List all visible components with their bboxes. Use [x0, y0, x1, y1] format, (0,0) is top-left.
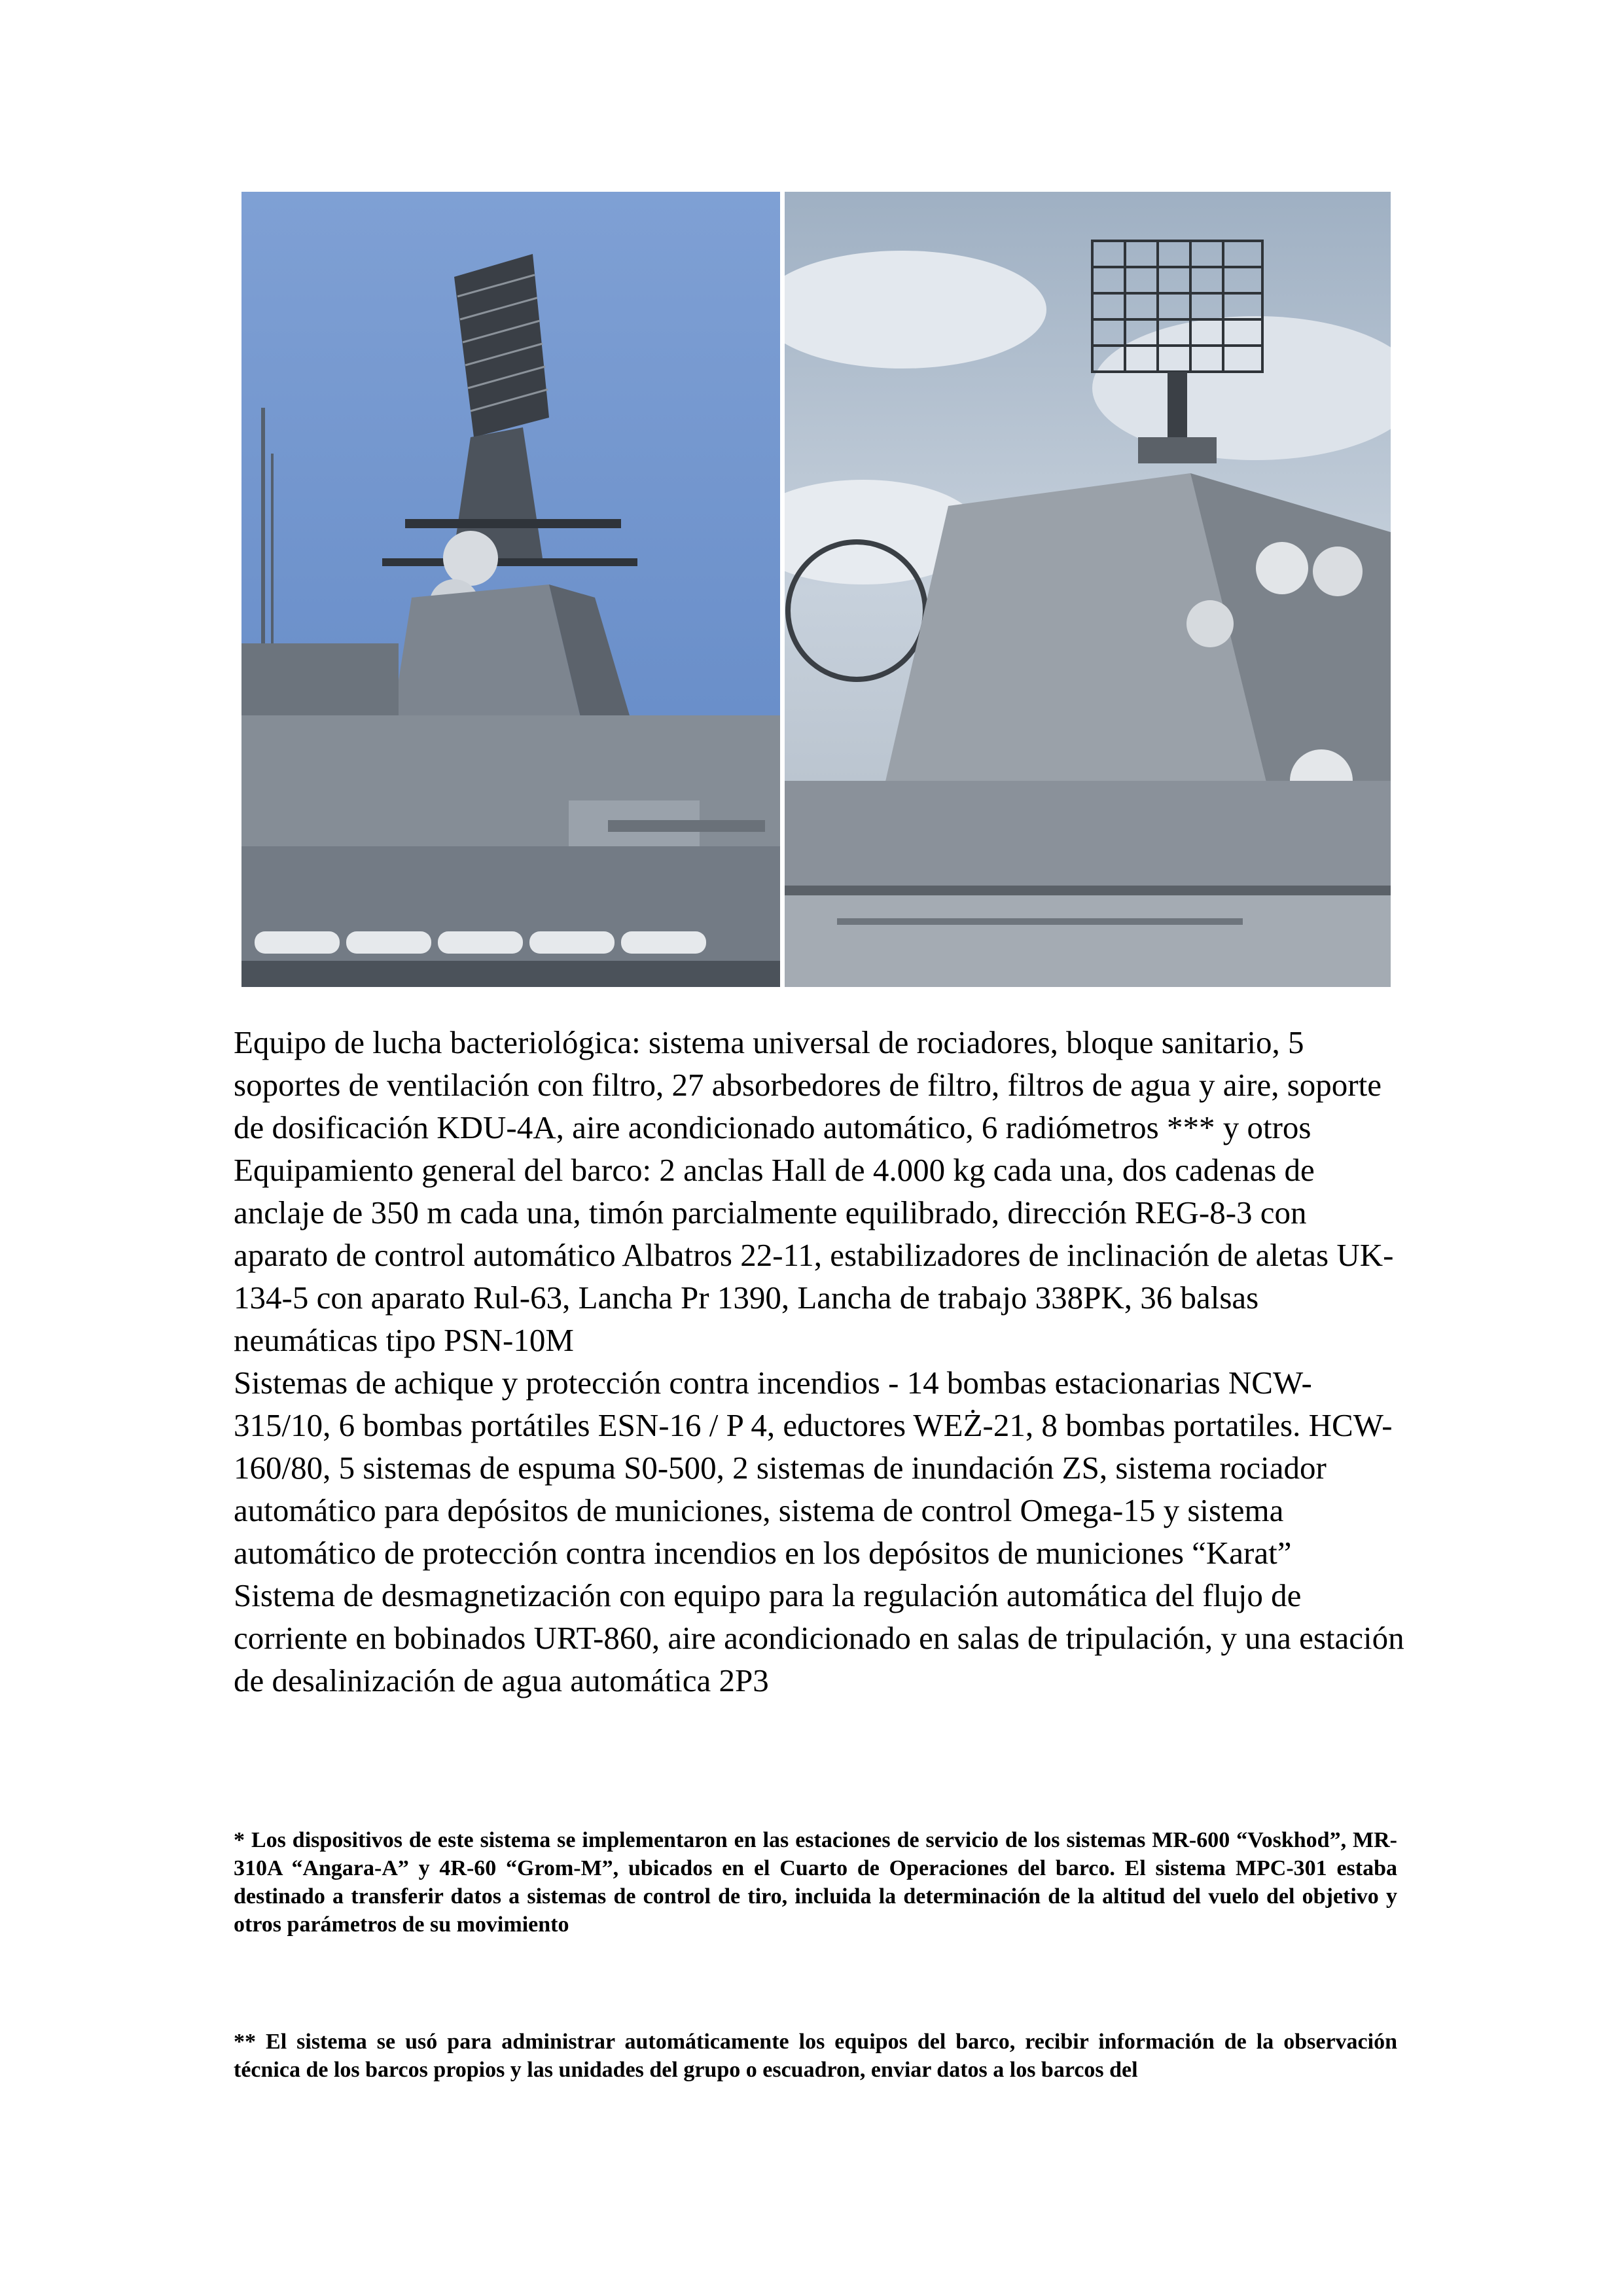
footnote-double-asterisk: [234, 2028, 1397, 2084]
ship-radar-photo-right: [785, 192, 1391, 987]
footnote-text: ** El sistema se usó para administrar automáticamente los equipos del barco, recibir información de la observación técnica de los barcos propios y las unidades del grupo o escuadron, enviar datos a los barcos del: [234, 2030, 1397, 2082]
ship-radar-right-image: [785, 192, 1391, 987]
footnote-single-asterisk: [234, 1826, 1397, 1939]
ship-radar-photo-left: [241, 192, 780, 987]
paragraph-demagnetization: Sistema de desmagnetización con equipo para la regulación automática del flujo de corriente en bobinados URT-860, aire acondicionado en salas de tripulación, y una estación de desalinización de agua automática 2P3: [234, 1577, 1404, 1698]
body-text: [234, 1021, 1405, 1702]
paragraph-general-equipment: Equipamiento general del barco: 2 anclas Hall de 4.000 kg cada una, dos cadenas de anclaje de 350 m cada una, timón parcialmente equilibrado, dirección REG-8-3 con aparato de control automático Albatros 22-11, estabilizadores de inclinación de aletas UK-134-5 con aparato Rul-63, Lancha Pr 1390, Lancha de trabajo 338PK, 36 balsas neumáticas tipo PSN-10M: [234, 1152, 1394, 1358]
paragraph-fire-protection: Sistemas de achique y protección contra incendios - 14 bombas estacionarias NCW-315/10, 6 bombas portátiles ESN-16 / P 4, eductores WEŻ-21, 8 bombas portatiles. HCW-160/80, 5 sistemas de espuma S0-500, 2 sistemas de inundación ZS, sistema rociador automático para depósitos de municiones, sistema de control Omega-15 y sistema automático de protección contra incendios en los depósitos de municiones “Karat”: [234, 1365, 1393, 1571]
ship-radar-left-image: [241, 192, 780, 987]
paragraph-bacteriological-equipment: Equipo de lucha bacteriológica: sistema universal de rociadores, bloque sanitario, 5 soportes de ventilación con filtro, 27 absorbedores de filtro, filtros de agua y aire, soporte de dosificación KDU-4A, aire acondicionado automático, 6 radiómetros *** y otros: [234, 1024, 1382, 1145]
footnote-text: * Los dispositivos de este sistema se implementaron en las estaciones de servicio de los sistemas MR-600 “Voskhod”, MR-310A “Angara-A” y 4R-60 “Grom-M”, ubicados en el Cuarto de Operaciones del barco. El sistema MPC-301 estaba destinado a transferir datos a sistemas de control de tiro, incluida la determinación de la altitud del vuelo del objetivo y otros parámetros de su movimiento: [234, 1828, 1397, 1937]
